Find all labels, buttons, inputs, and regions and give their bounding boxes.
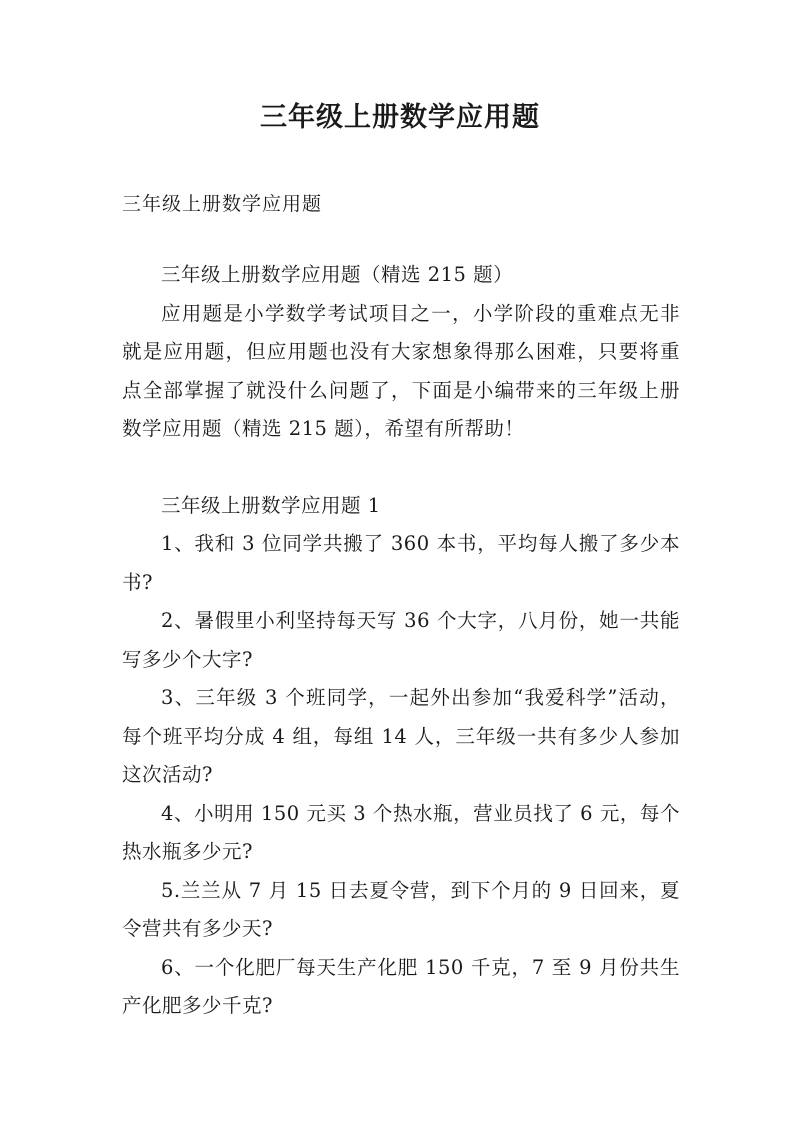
question-item: 4、小明用 150 元买 3 个热水瓶，营业员找了 6 元，每个热水瓶多少元? [122, 801, 680, 863]
intro-paragraph: 应用题是小学数学考试项目之一，小学阶段的重难点无非就是应用题，但应用题也没有大家想象得那么困难，只要将重点全部掌握了就没什么问题了，下面是小编带来的三年级上册数学应用题（精选 215 题），希望有所帮助！ [122, 301, 680, 440]
intro-heading: 三年级上册数学应用题（精选 215 题） [161, 263, 514, 286]
question-item: 3、三年级 3 个班同学，一起外出参加“我爱科学”活动，每个班平均分成 4 组，每组 14 人，三年级一共有多少人参加这次活动? [122, 686, 680, 786]
question-item: 6、一个化肥厂每天生产化肥 150 千克，7 至 9 月份共生产化肥多少千克? [122, 955, 680, 1017]
question-item: 1、我和 3 位同学共搬了 360 本书，平均每人搬了多少本书? [122, 532, 680, 594]
question-item: 2、暑假里小利坚持每天写 36 个大字，八月份，她一共能写多少个大字? [122, 609, 680, 671]
question-item: 5.兰兰从 7 月 15 日去夏令营，到下个月的 9 日回来，夏令营共有多少天? [122, 878, 680, 940]
document-body [122, 256, 680, 1026]
section-heading: 三年级上册数学应用题 1 [161, 493, 381, 517]
paragraph-spacer [122, 449, 680, 487]
document-subtitle: 三年级上册数学应用题 [122, 193, 323, 215]
document-title: 三年级上册数学应用题 [260, 102, 540, 133]
